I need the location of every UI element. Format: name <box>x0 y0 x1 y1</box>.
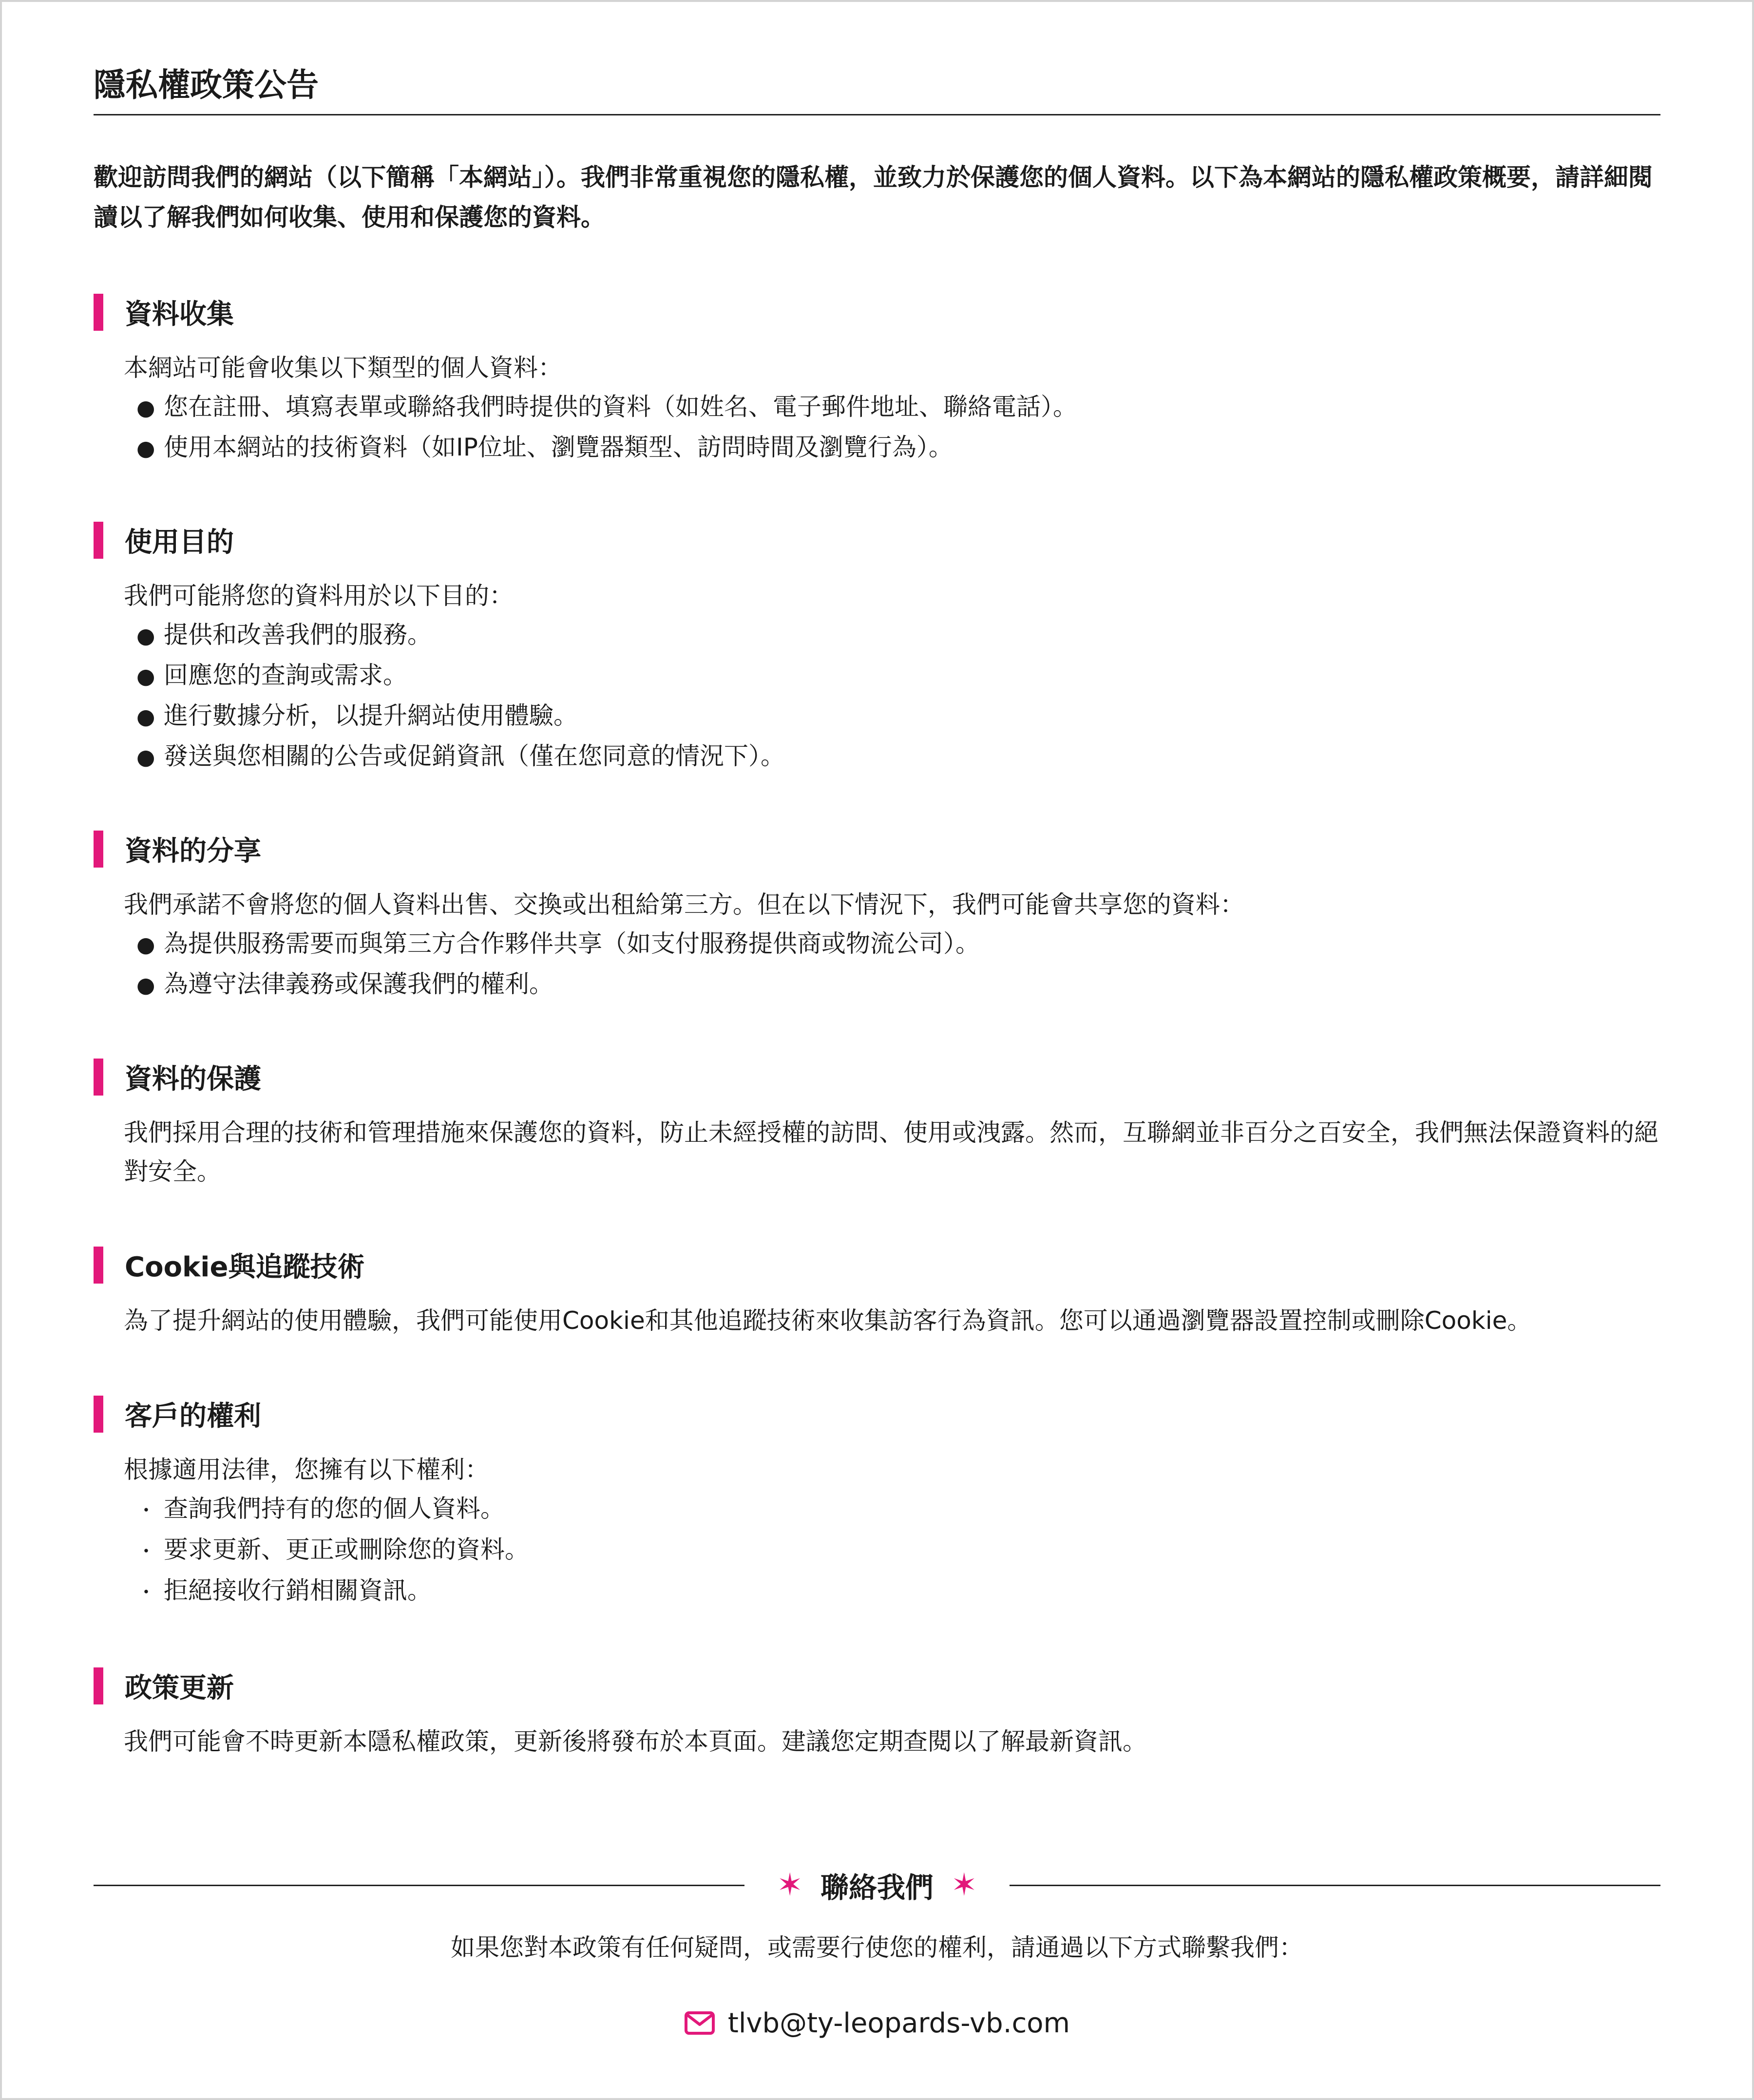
divider-line-left <box>94 1885 744 1886</box>
accent-bar <box>94 831 103 868</box>
section-text: 根據適用法律，您擁有以下權利： <box>124 1456 489 1484</box>
section-data-sharing <box>94 830 1660 1005</box>
accent-bar <box>94 1247 103 1284</box>
bullet-icon: ・ <box>136 1499 156 1522</box>
section-heading <box>94 1058 1660 1097</box>
bullet-icon: ● <box>136 973 155 998</box>
list-item <box>124 1489 1660 1530</box>
list-item <box>124 387 1660 428</box>
section-title: 政策更新 <box>125 1672 234 1704</box>
list-item <box>124 1530 1660 1571</box>
list-item-text: 為遵守法律義務或保護我們的權利。 <box>164 970 553 998</box>
email-address[interactable]: tlvb@ty-leopards-vb.com <box>727 2007 1070 2039</box>
page-title: 隱私權政策公告 <box>94 58 1660 115</box>
section-body <box>94 576 1660 777</box>
bullet-list <box>124 387 1660 468</box>
bullet-icon: ● <box>136 664 155 689</box>
list-item-text: 拒絕接收行銷相關資訊。 <box>164 1576 432 1605</box>
accent-bar <box>94 522 103 559</box>
list-item-text: 您在註冊、填寫表單或聯絡我們時提供的資料（如姓名、電子郵件地址、聯絡電話）。 <box>164 393 1077 421</box>
list-item <box>124 965 1660 1005</box>
list-item-text: 為提供服務需要而與第三方合作夥伴共享（如支付服務提供商或物流公司）。 <box>164 929 980 958</box>
bullet-icon: ● <box>136 436 155 461</box>
bullet-icon: ● <box>136 932 155 957</box>
list-item <box>124 696 1660 737</box>
list-item-text: 提供和改善我們的服務。 <box>164 621 432 649</box>
section-text: 我們採用合理的技術和管理措施來保護您的資料，防止未經授權的訪問、使用或洩露。然而，互聯網並非百分之百安全，我們無法保證資料的絕對安全。 <box>124 1118 1659 1186</box>
section-title: 客戶的權利 <box>125 1400 261 1432</box>
section-customer-rights <box>94 1395 1660 1612</box>
intro-paragraph: 歡迎訪問我們的網站（以下簡稱「本網站」）。我們非常重視您的隱私權，並致力於保護您的個人資料。以下為本網站的隱私權政策概要，請詳細閱讀以了解我們如何收集、使用和保護您的資料。 <box>94 163 1653 231</box>
section-body <box>94 1450 1660 1612</box>
list-item <box>124 615 1660 656</box>
section-heading <box>94 293 1660 332</box>
section-text: 本網站可能會收集以下類型的個人資料： <box>124 354 562 382</box>
section-text: 我們承諾不會將您的個人資料出售、交換或出租給第三方。但在以下情況下，我們可能會共享您的資料： <box>124 890 1244 919</box>
contact-title: 聯絡我們 <box>820 1871 934 1904</box>
bullet-icon: ・ <box>136 1581 156 1604</box>
section-heading <box>94 521 1660 560</box>
section-title: 使用目的 <box>125 527 234 558</box>
six-point-star-icon: ✶ <box>951 1867 977 1903</box>
bullet-icon: ・ <box>136 1540 156 1563</box>
section-data-collection <box>94 293 1660 468</box>
accent-bar <box>94 1059 103 1096</box>
six-point-star-icon: ✶ <box>777 1867 803 1903</box>
section-policy-updates <box>94 1666 1660 1761</box>
section-body <box>94 1301 1660 1340</box>
list-item <box>124 428 1660 468</box>
bullet-icon: ● <box>136 624 155 648</box>
section-heading <box>94 1395 1660 1434</box>
list-item-text: 查詢我們持有的您的個人資料。 <box>164 1495 505 1523</box>
divider-line-right <box>1010 1885 1660 1886</box>
contact-email-link[interactable] <box>94 2001 1660 2045</box>
contact-heading <box>744 1865 1009 1906</box>
accent-bar <box>94 1667 103 1704</box>
list-item-text: 進行數據分析，以提升網站使用體驗。 <box>164 701 578 730</box>
bullet-icon: ● <box>136 396 155 420</box>
section-data-protection <box>94 1058 1660 1191</box>
list-item <box>124 656 1660 696</box>
mail-icon <box>684 2011 715 2035</box>
section-title: Cookie與追蹤技術 <box>125 1251 365 1283</box>
section-usage-purpose <box>94 521 1660 777</box>
section-body <box>94 1113 1660 1191</box>
section-title: 資料收集 <box>125 299 234 330</box>
section-body <box>94 1722 1660 1761</box>
bullet-list <box>124 615 1660 777</box>
list-item <box>124 924 1660 965</box>
list-item <box>124 1571 1660 1612</box>
section-title: 資料的保護 <box>125 1063 261 1095</box>
list-item <box>124 737 1660 777</box>
bullet-list <box>124 924 1660 1005</box>
list-item-text: 發送與您相關的公告或促銷資訊（僅在您同意的情況下）。 <box>164 742 785 770</box>
section-heading <box>94 1666 1660 1705</box>
bullet-icon: ● <box>136 745 155 770</box>
list-item-text: 使用本網站的技術資料（如IP位址、瀏覽器類型、訪問時間及瀏覽行為）。 <box>164 433 953 461</box>
contact-text: 如果您對本政策有任何疑問，或需要行使您的權利，請通過以下方式聯繫我們： <box>451 1933 1303 1962</box>
section-text: 我們可能會不時更新本隱私權政策，更新後將發布於本頁面。建議您定期查閱以了解最新資訊。 <box>124 1727 1147 1756</box>
accent-bar <box>94 1396 103 1433</box>
section-heading <box>94 830 1660 869</box>
section-heading <box>94 1246 1660 1285</box>
bullet-icon: ● <box>136 704 155 729</box>
section-body <box>94 348 1660 468</box>
section-title: 資料的分享 <box>125 835 261 867</box>
accent-bar <box>94 294 103 331</box>
list-item-text: 回應您的查詢或需求。 <box>164 661 407 689</box>
section-cookies <box>94 1246 1660 1340</box>
list-item-text: 要求更新、更正或刪除您的資料。 <box>164 1535 529 1564</box>
policy-content <box>94 58 1660 1761</box>
section-body <box>94 885 1660 1005</box>
bullet-list <box>124 1489 1660 1612</box>
section-text: 我們可能將您的資料用於以下目的： <box>124 582 514 610</box>
contact-divider <box>94 1861 1660 1910</box>
section-text: 為了提升網站的使用體驗，我們可能使用Cookie和其他追蹤技術來收集訪客行為資訊。您可以通過瀏覽器設置控制或刪除Cookie。 <box>124 1306 1532 1335</box>
